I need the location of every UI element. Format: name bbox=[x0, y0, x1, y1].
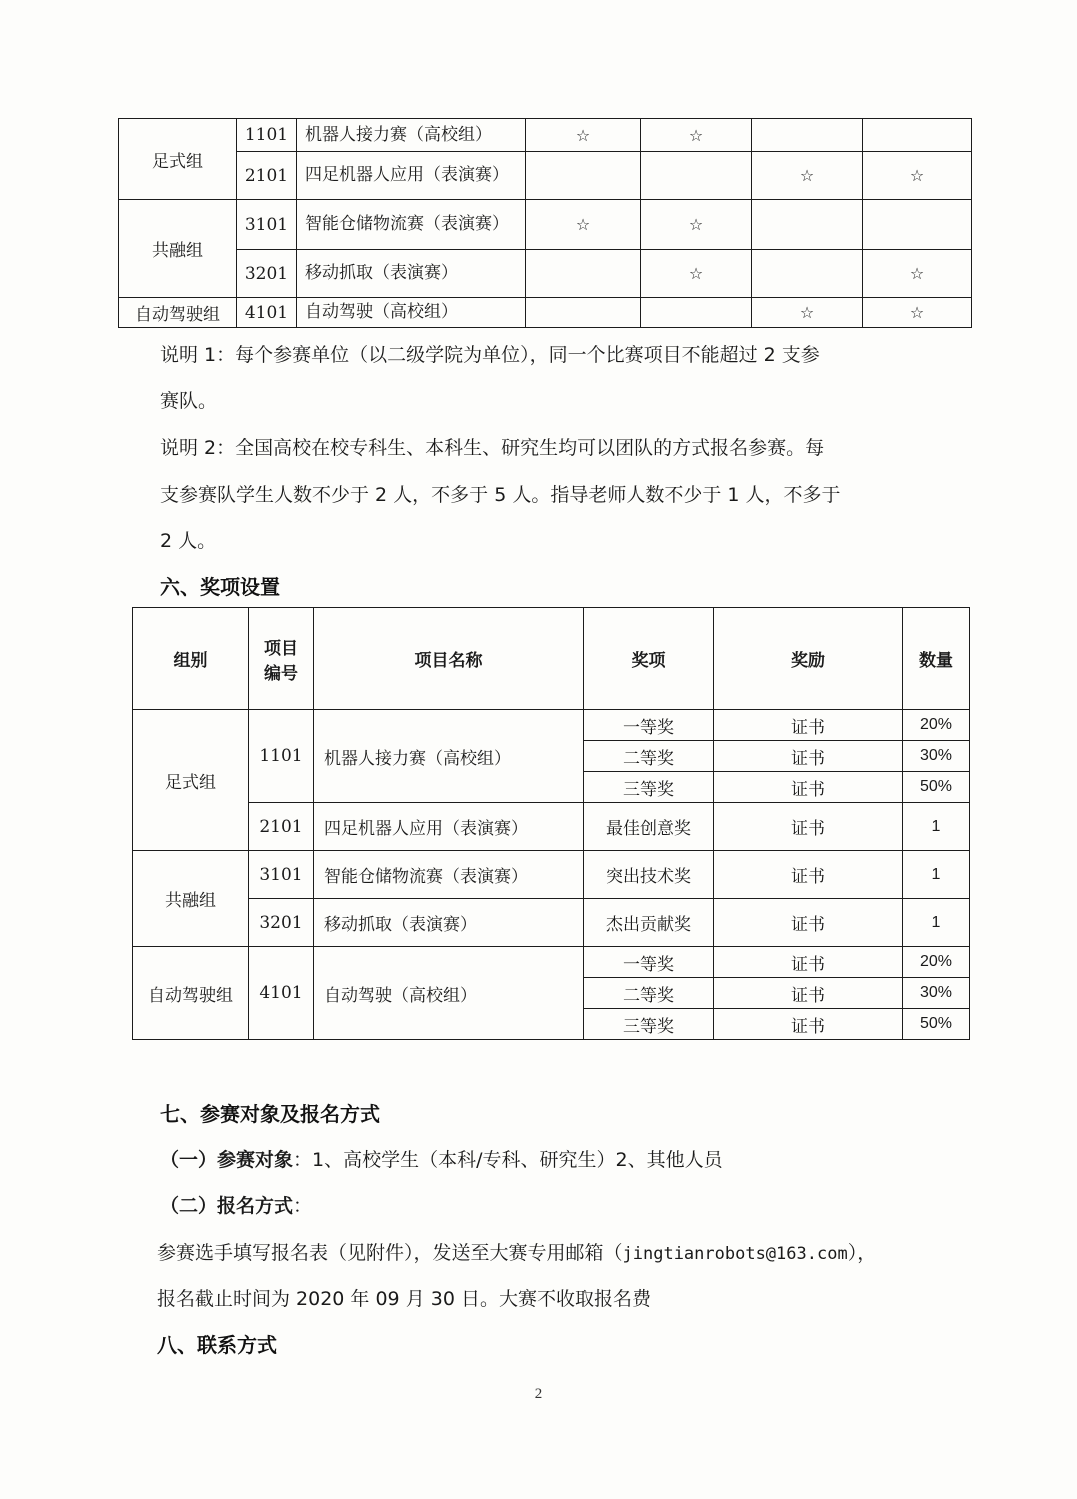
section-8-heading: 八、联系方式 bbox=[157, 1333, 277, 1357]
star-mark: ☆ bbox=[641, 200, 752, 250]
award-name: 二等奖 bbox=[584, 741, 714, 772]
header-code-line-1: 项目 bbox=[264, 638, 298, 659]
header-name: 项目名称 bbox=[314, 608, 584, 710]
award-project-name: 自动驾驶（高校组） bbox=[314, 947, 584, 1040]
note-1-line-1: 说明 1：每个参赛单位（以二级学院为单位），同一个比赛项目不能超过 2 支参 bbox=[160, 344, 820, 366]
award-reward: 证书 bbox=[714, 772, 903, 803]
star-mark: ☆ bbox=[863, 250, 972, 298]
star-mark bbox=[526, 250, 641, 298]
star-mark: ☆ bbox=[526, 119, 641, 152]
award-reward: 证书 bbox=[714, 947, 903, 978]
header-count: 数量 bbox=[903, 608, 970, 710]
award-name: 最佳创意奖 bbox=[584, 803, 714, 851]
group-cell: 自动驾驶组 bbox=[119, 298, 237, 328]
star-mark bbox=[863, 119, 972, 152]
award-name: 杰出贡献奖 bbox=[584, 899, 714, 947]
registration-method-colon: ： bbox=[293, 1195, 313, 1217]
group-cell: 足式组 bbox=[119, 119, 237, 200]
page-number: 2 bbox=[534, 1386, 543, 1402]
award-project-code: 4101 bbox=[249, 947, 314, 1040]
award-project-code: 1101 bbox=[249, 710, 314, 803]
star-mark: ☆ bbox=[863, 298, 972, 328]
star-mark bbox=[752, 200, 863, 250]
project-name: 机器人接力赛（高校组） bbox=[297, 119, 526, 152]
star-mark: ☆ bbox=[752, 152, 863, 200]
award-reward: 证书 bbox=[714, 803, 903, 851]
award-row bbox=[133, 947, 970, 978]
header-group: 组别 bbox=[133, 608, 249, 710]
award-count: 1 bbox=[903, 803, 970, 851]
award-count: 50% bbox=[903, 772, 970, 803]
award-reward: 证书 bbox=[714, 710, 903, 741]
award-reward: 证书 bbox=[714, 899, 903, 947]
star-mark bbox=[752, 119, 863, 152]
award-count: 1 bbox=[903, 851, 970, 899]
star-mark: ☆ bbox=[641, 119, 752, 152]
award-reward: 证书 bbox=[714, 741, 903, 772]
award-project-code: 3101 bbox=[249, 851, 314, 899]
award-count: 30% bbox=[903, 741, 970, 772]
category-row bbox=[119, 298, 972, 328]
award-project-code: 3201 bbox=[249, 899, 314, 947]
award-count: 1 bbox=[903, 899, 970, 947]
header-reward: 奖励 bbox=[714, 608, 903, 710]
project-code: 4101 bbox=[237, 298, 297, 328]
section-6-heading: 六、奖项设置 bbox=[160, 575, 280, 599]
star-mark bbox=[641, 152, 752, 200]
category-row bbox=[119, 250, 972, 298]
registration-instructions bbox=[157, 1238, 876, 1265]
award-count: 50% bbox=[903, 1009, 970, 1040]
project-name: 移动抓取（表演赛） bbox=[297, 250, 526, 298]
award-project-code: 2101 bbox=[249, 803, 314, 851]
award-reward: 证书 bbox=[714, 1009, 903, 1040]
project-code: 2101 bbox=[237, 152, 297, 200]
awards-header-row bbox=[133, 608, 970, 710]
project-name: 四足机器人应用（表演赛） bbox=[297, 152, 526, 200]
star-mark: ☆ bbox=[641, 250, 752, 298]
note-2-line-1: 说明 2：全国高校在校专科生、本科生、研究生均可以团队的方式报名参赛。每 bbox=[160, 437, 825, 459]
project-code: 3101 bbox=[237, 200, 297, 250]
registration-prefix: 参赛选手填写报名表（见附件），发送至大赛专用邮箱（ bbox=[157, 1242, 623, 1264]
category-row bbox=[119, 152, 972, 200]
award-project-name: 四足机器人应用（表演赛） bbox=[314, 803, 584, 851]
participants-text: ：1、高校学生（本科/专科、研究生）2、其他人员 bbox=[293, 1149, 723, 1171]
participants-label: （一）参赛对象 bbox=[160, 1149, 294, 1171]
registration-deadline: 报名截止时间为 2020 年 09 月 30 日。大赛不收取报名费 bbox=[157, 1288, 651, 1310]
registration-suffix: ）， bbox=[847, 1242, 877, 1264]
star-mark bbox=[752, 250, 863, 298]
star-mark: ☆ bbox=[526, 200, 641, 250]
award-name: 一等奖 bbox=[584, 710, 714, 741]
header-code-line-2: 编号 bbox=[264, 663, 298, 684]
project-name: 智能仓储物流赛（表演赛） bbox=[297, 200, 526, 250]
award-count: 30% bbox=[903, 978, 970, 1009]
participants-line bbox=[160, 1145, 723, 1172]
project-name: 自动驾驶（高校组） bbox=[297, 298, 526, 328]
note-2-line-2: 支参赛队学生人数不少于 2 人，不多于 5 人。指导老师人数不少于 1 人，不多于 bbox=[160, 484, 841, 506]
award-reward: 证书 bbox=[714, 851, 903, 899]
star-mark bbox=[641, 298, 752, 328]
category-row bbox=[119, 200, 972, 250]
award-name: 三等奖 bbox=[584, 1009, 714, 1040]
award-row bbox=[133, 851, 970, 899]
star-mark bbox=[526, 298, 641, 328]
award-group-cell: 足式组 bbox=[133, 710, 249, 851]
awards-table bbox=[132, 607, 970, 1040]
section-7-heading: 七、参赛对象及报名方式 bbox=[160, 1102, 380, 1126]
star-mark: ☆ bbox=[863, 152, 972, 200]
header-code bbox=[249, 608, 314, 710]
award-group-cell: 共融组 bbox=[133, 851, 249, 947]
registration-email: jingtianrobots@163.com bbox=[622, 1244, 848, 1264]
award-name: 二等奖 bbox=[584, 978, 714, 1009]
award-group-cell: 自动驾驶组 bbox=[133, 947, 249, 1040]
star-mark: ☆ bbox=[752, 298, 863, 328]
category-row bbox=[119, 119, 972, 152]
award-row bbox=[133, 899, 970, 947]
header-award: 奖项 bbox=[584, 608, 714, 710]
star-mark bbox=[863, 200, 972, 250]
project-code: 3201 bbox=[237, 250, 297, 298]
award-row bbox=[133, 803, 970, 851]
award-project-name: 机器人接力赛（高校组） bbox=[314, 710, 584, 803]
group-cell: 共融组 bbox=[119, 200, 237, 298]
award-reward: 证书 bbox=[714, 978, 903, 1009]
award-row bbox=[133, 710, 970, 741]
award-project-name: 智能仓储物流赛（表演赛） bbox=[314, 851, 584, 899]
award-name: 三等奖 bbox=[584, 772, 714, 803]
project-category-table bbox=[118, 118, 972, 328]
star-mark bbox=[526, 152, 641, 200]
award-count: 20% bbox=[903, 710, 970, 741]
registration-method-line bbox=[160, 1191, 312, 1218]
award-name: 一等奖 bbox=[584, 947, 714, 978]
note-2-line-3: 2 人。 bbox=[160, 530, 217, 552]
award-count: 20% bbox=[903, 947, 970, 978]
note-1-line-2: 赛队。 bbox=[160, 390, 218, 412]
project-code: 1101 bbox=[237, 119, 297, 152]
registration-method-label: （二）报名方式 bbox=[160, 1195, 294, 1217]
award-project-name: 移动抓取（表演赛） bbox=[314, 899, 584, 947]
award-name: 突出技术奖 bbox=[584, 851, 714, 899]
